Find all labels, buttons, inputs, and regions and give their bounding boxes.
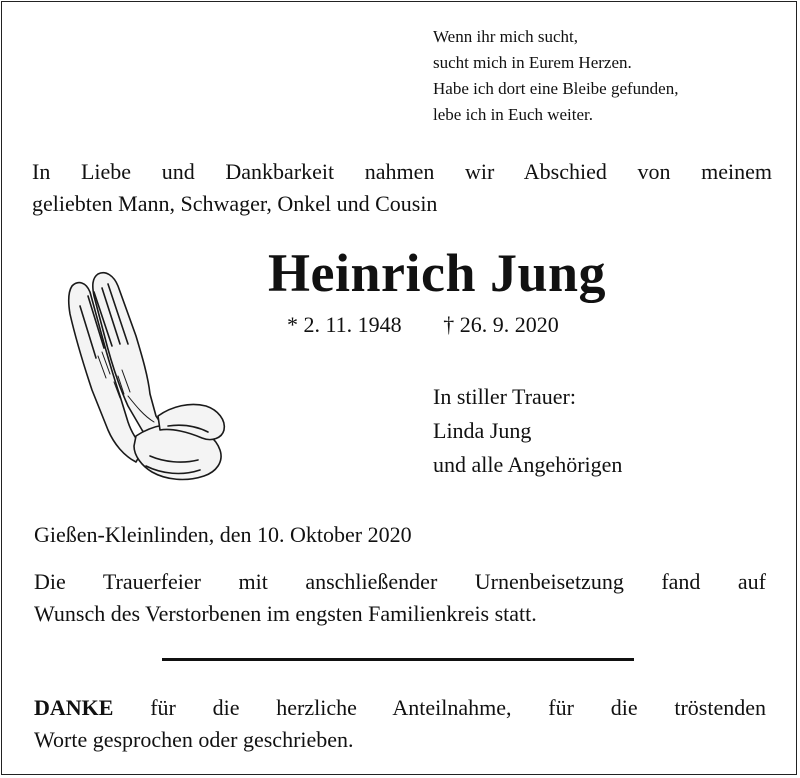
thanks-text (34, 692, 766, 756)
death-date: † 26. 9. 2020 (443, 312, 559, 337)
intro-line-1: In Liebe und Dankbarkeit nahmen wir Abschied von meinem (32, 159, 772, 184)
intro-line-2: geliebten Mann, Schwager, Onkel und Cousin (32, 191, 438, 216)
divider-line (162, 658, 634, 661)
ceremony-line-1: Die Trauerfeier mit anschließender Urnenbeisetzung fand auf (34, 569, 766, 594)
mourners-heading: In stiller Trauer: (433, 384, 576, 409)
life-dates (287, 312, 559, 338)
poem-line: lebe ich in Euch weiter. (433, 105, 594, 124)
intro-text (32, 156, 772, 220)
thanks-bold: DANKE (34, 695, 114, 720)
praying-hands-icon (58, 266, 230, 488)
poem (433, 24, 678, 128)
mourner-name: Linda Jung (433, 418, 532, 443)
thanks-line-1 (34, 692, 766, 724)
poem-line: sucht mich in Eurem Herzen. (433, 53, 632, 72)
thanks-line-2: Worte gesprochen oder geschrieben. (34, 727, 354, 752)
place-date: Gießen-Kleinlinden, den 10. Oktober 2020 (34, 522, 412, 547)
poem-line: Wenn ihr mich sucht, (433, 27, 578, 46)
deceased-name: Heinrich Jung (268, 243, 607, 303)
birth-date: * 2. 11. 1948 (287, 312, 402, 337)
mourners-others: und alle Angehörigen (433, 452, 623, 477)
thanks-line-1-rest: für die herzliche Anteilnahme, für die tröstenden (113, 695, 766, 720)
poem-line: Habe ich dort eine Bleibe gefunden, (433, 79, 679, 98)
ceremony-line-2: Wunsch des Verstorbenen im engsten Familienkreis statt. (34, 601, 537, 626)
mourners (433, 380, 622, 482)
ceremony-text (34, 566, 766, 630)
